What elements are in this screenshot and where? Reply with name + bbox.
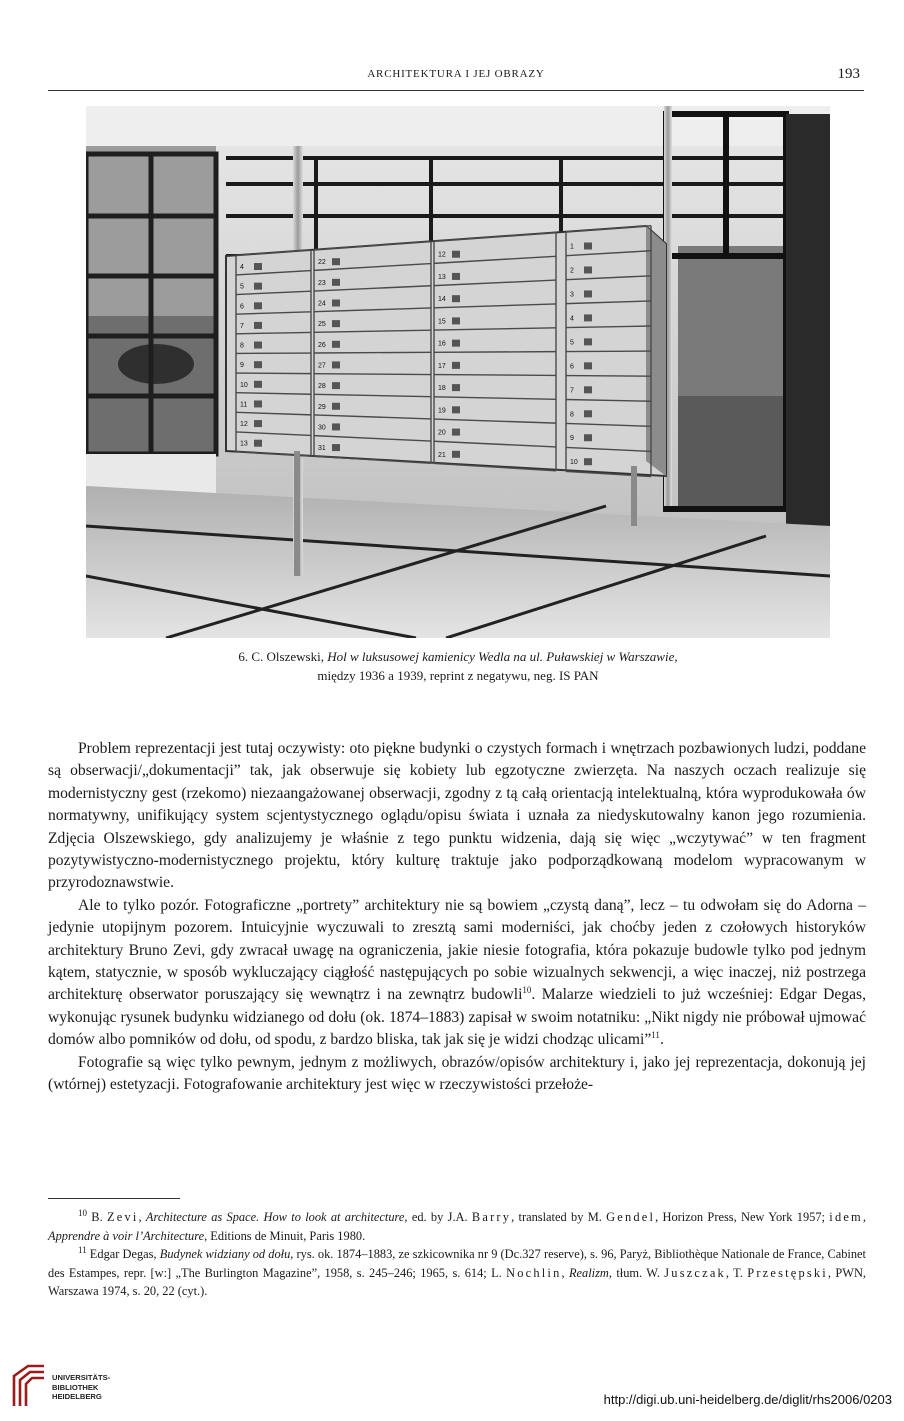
mailbox-number: 27 — [318, 362, 326, 370]
figure-photograph — [86, 106, 830, 638]
mailbox-number: 8 — [570, 411, 574, 419]
mailbox-lock — [254, 381, 262, 388]
mailbox-number: 5 — [240, 283, 244, 291]
mailbox-lock — [452, 295, 460, 302]
mailbox-lock — [584, 410, 592, 417]
fn10-title: Architecture as Space. How to look at architecture — [145, 1210, 405, 1224]
mailbox-lock — [332, 423, 340, 430]
mailbox-number: 26 — [318, 341, 326, 349]
mailbox-row-line — [434, 352, 556, 353]
footnote-11-number: 11 — [78, 1245, 87, 1256]
mailbox-lock — [332, 279, 340, 286]
logo-line-3: HEIDELBERG — [52, 1392, 102, 1402]
mailbox-lock — [332, 299, 340, 306]
mailbox-lock — [584, 290, 592, 297]
figure-caption — [86, 647, 830, 685]
fn11-text: , — [561, 1265, 569, 1280]
mailbox-number: 18 — [438, 385, 446, 393]
car-shape — [118, 344, 194, 384]
mailbox-lock — [332, 320, 340, 327]
mailbox-lock — [254, 263, 262, 270]
mailbox-lock — [584, 458, 592, 465]
paragraph-2-text-c: . — [659, 1031, 664, 1049]
mailbox-number: 15 — [438, 318, 446, 326]
paragraph-2-text-a: Ale to tylko pozór. Fotograficzne „portrety” architektury nie są bowiem „czystą daną”, lecz – tu odwołam się do Adorna – jedynie utopijnym pozorem. Intuicyjnie wyczuwali to zresztą sami moderniści, jak choćby jeden z czołowych historyków architektury Bruno Zevi, gdy zwracał uwagę na ograniczenia, jakie niesie fotografia, która pokazuje budowle tylko pod jednym kątem, statycznie, w sposób wykluczający ciągłość następujących po sobie wizualnych sekwencji, a więc inaczej, niż postrzega architekturę obserwator poruszający się wewnątrz i na zewnątrz budowli — [48, 896, 866, 1004]
mailbox-number: 30 — [318, 424, 326, 432]
mailbox-number: 7 — [240, 322, 244, 330]
mailbox-row-line — [314, 374, 431, 375]
mailbox-number: 3 — [570, 291, 574, 299]
library-logo[interactable] — [10, 1362, 120, 1408]
caption-prefix: 6. C. Olszewski, — [238, 649, 328, 664]
fn11-text: Edgar Degas, — [86, 1247, 160, 1262]
mailbox-number: 22 — [318, 259, 326, 267]
mailbox-number: 13 — [240, 440, 248, 448]
mailbox-lock — [452, 251, 460, 258]
footnote-ref-10[interactable]: 10 — [522, 985, 532, 996]
footnote-10 — [48, 1208, 866, 1245]
footnote-ref-11[interactable]: 11 — [651, 1030, 660, 1041]
mailbox-number: 5 — [570, 339, 574, 347]
logo-line-1: UNIVERSITÄTS- — [52, 1373, 111, 1382]
mailbox-lock — [452, 406, 460, 413]
fn11-text: , tłum. W. — [608, 1265, 665, 1280]
mailbox-lock — [254, 400, 262, 407]
fn10-text: B. — [87, 1210, 107, 1224]
footnote-11 — [48, 1245, 866, 1301]
fn11-translator-2: Przestępski — [747, 1265, 828, 1280]
fn10-author: Zevi — [106, 1210, 139, 1224]
fn10-text: , translated by M. — [511, 1210, 607, 1224]
mailbox-number: 10 — [240, 381, 248, 389]
mailbox-lock — [254, 361, 262, 368]
mailbox-lock — [332, 341, 340, 348]
hall-photo-illustration — [86, 106, 830, 638]
mailbox-lock — [332, 382, 340, 389]
mailbox-lock — [254, 283, 262, 290]
footnote-rule — [48, 1198, 180, 1199]
fn10-idem: idem — [829, 1210, 863, 1224]
mailbox-lock — [584, 386, 592, 393]
fn11-text: , T. — [725, 1265, 748, 1280]
mailbox-number: 17 — [438, 362, 446, 370]
mailbox-lock — [332, 403, 340, 410]
mailbox-lock — [584, 362, 592, 369]
mailbox-lock — [332, 361, 340, 368]
mailbox-row-line — [236, 373, 311, 374]
mailbox-number: 12 — [240, 421, 248, 429]
fn10-text: , Editions de Minuit, Paris 1980. — [204, 1228, 366, 1243]
mailbox-number: 10 — [570, 459, 578, 467]
mailbox-row-line — [566, 376, 651, 377]
mailbox-number: 31 — [318, 445, 326, 453]
mailbox-number: 11 — [240, 401, 248, 409]
mailbox-number: 8 — [240, 342, 244, 350]
fn11-text: , PWN, Warszawa 1974, s. 20, 22 (cyt.). — [48, 1265, 866, 1299]
library-logo-text — [52, 1373, 110, 1402]
paragraph-2-text-b: . Malarze wiedzieli to już wcześniej: Edgar Degas, wykonując rysunek budynku widzianego od dołu (ok. 1874–1883) zapisał w swoim notatniku: „Nikt nigdy nie próbował ujmować domów albo pomników od dołu, od spodu, z bardzo bliska, tak jak się je widzi chodząc ulicami” — [48, 986, 866, 1049]
logo-line-2: BIBLIOTHEK — [52, 1382, 99, 1392]
mailbox-number: 29 — [318, 403, 326, 411]
mailbox-lock — [584, 314, 592, 321]
mailbox-lock — [452, 273, 460, 280]
mailbox-lock — [452, 340, 460, 347]
paragraph-1: Problem reprezentacji jest tutaj oczywisty: oto piękne budynki o czystych formach i wnętrzach pozbawionych ludzi, poddane są obserwacji/„dokumentacji” tak, jak obserwuje się kobiety lub egzotyczne zwierzęta. Na naszych oczach realizuje się modernistyczny gest (rzekomo) niezaangażowanej obserwacji, zgodny z tą całą orientacją intelektualną, która wyprodukowała ów normatywny, unifikujący system scjentystycznego oglądu/opisu świata i uznała za niedyskutowalny kanon jego rozumienia. Zdjęcia Olszewskiego, gdy analizujemy je właśnie z tego punktu widzenia, dają się więc „wczytywać” w ten fragment pozytywistyczno-modernistycznego projektu, który kulturę traktuje jako podporządkowaną modelom wypracowanym w przyrodoznawstwie. — [48, 740, 866, 892]
mailbox-row-line — [434, 375, 556, 376]
mailbox-number: 14 — [438, 296, 446, 304]
mailbox-number: 9 — [240, 362, 244, 370]
fn11-text: , rys. ok. 1874–1883, ze szkicownika nr 9 (Dc.327 reserve), s. 96, Paryż, Bibliothèque Nationale de France, Cabinet des Estampes, repr. [w:] „The Burlington Magazine”, 1958, s. 245–246; 1965, s. 614; L. — [48, 1247, 866, 1280]
fn11-title-2: Realizm — [568, 1265, 609, 1280]
mailbox-number: 20 — [438, 429, 446, 437]
mailbox-lock — [584, 434, 592, 441]
fn10-editor: Barry — [471, 1210, 512, 1224]
mailbox-number: 28 — [318, 383, 326, 391]
mailbox-lock — [452, 384, 460, 391]
fn10-text: , Horizon Press, New York 1957; — [655, 1210, 830, 1224]
mailbox-lock — [584, 243, 592, 250]
caption-line-1 — [86, 647, 830, 666]
caption-title: Hol w luksusowej kamienicy Wedla na ul. Puławskiej w Warszawie, — [327, 649, 678, 664]
fn10-text: , ed. by J.A. — [404, 1210, 472, 1224]
footnote-10-number: 10 — [78, 1207, 87, 1218]
mailbox-number: 2 — [570, 267, 574, 275]
library-logo-icon — [10, 1362, 48, 1408]
body-text — [48, 738, 866, 1097]
paragraph-3: Fotografie są więc tylko pewnym, jednym z możliwych, obrazów/opisów architektury i, jako jej reprezentacja, dokonują jej (wtórnej) estetyzacji. Fotografowanie architektury jest więc w rzeczywistości przełoże- — [48, 1053, 866, 1094]
fn10-translator: Gendel — [606, 1210, 656, 1224]
mailbox-lock — [254, 440, 262, 447]
mailbox-number: 23 — [318, 279, 326, 287]
mailbox-number: 12 — [438, 251, 446, 259]
mailbox-lock — [254, 420, 262, 427]
mailbox-number: 19 — [438, 407, 446, 415]
mailbox-lock — [254, 322, 262, 329]
mailbox-number: 4 — [240, 264, 244, 272]
mailbox-row-line — [314, 352, 431, 353]
mailbox-lock — [332, 444, 340, 451]
mailbox-lock — [452, 362, 460, 369]
mailbox-lock — [452, 429, 460, 436]
fn10-text: , — [862, 1210, 866, 1224]
mailbox-number: 16 — [438, 340, 446, 348]
mailbox-number: 1 — [570, 243, 574, 251]
mailbox-lock — [254, 302, 262, 309]
mailbox-lock — [254, 342, 262, 349]
page-number: 193 — [837, 66, 860, 82]
mailbox-lock — [584, 338, 592, 345]
mailbox-number: 25 — [318, 321, 326, 329]
mailbox-lock — [332, 258, 340, 265]
running-header — [48, 66, 864, 91]
mailbox-lock — [584, 266, 592, 273]
fn11-translator: Juszczak — [664, 1265, 726, 1280]
paragraph-2 — [48, 895, 866, 1052]
mailbox-number: 24 — [318, 300, 326, 308]
footnotes — [48, 1208, 866, 1301]
mailbox-number: 13 — [438, 273, 446, 281]
mailbox-number: 21 — [438, 451, 446, 459]
source-url-link[interactable]: http://digi.ub.uni-heidelberg.de/diglit/rhs2006/0203 — [603, 1392, 892, 1407]
fn10-title-2: Apprendre à voir l’Architecture — [48, 1228, 205, 1243]
mailbox-lock — [452, 317, 460, 324]
running-title: ARCHITEKTURA I JEJ OBRAZY — [367, 68, 545, 80]
mailbox-number: 9 — [570, 435, 574, 443]
mailbox-number: 6 — [240, 303, 244, 311]
mailbox-number: 4 — [570, 315, 574, 323]
fn10-text: , — [138, 1210, 146, 1224]
mailbox-number: 7 — [570, 387, 574, 395]
fn11-title: Budynek widziany od dołu — [159, 1247, 291, 1262]
mailbox-number: 6 — [570, 363, 574, 371]
fn11-author: Nochlin — [506, 1265, 562, 1280]
mailbox-lock — [452, 451, 460, 458]
caption-line-2: między 1936 a 1939, reprint z negatywu, neg. IS PAN — [317, 668, 599, 683]
